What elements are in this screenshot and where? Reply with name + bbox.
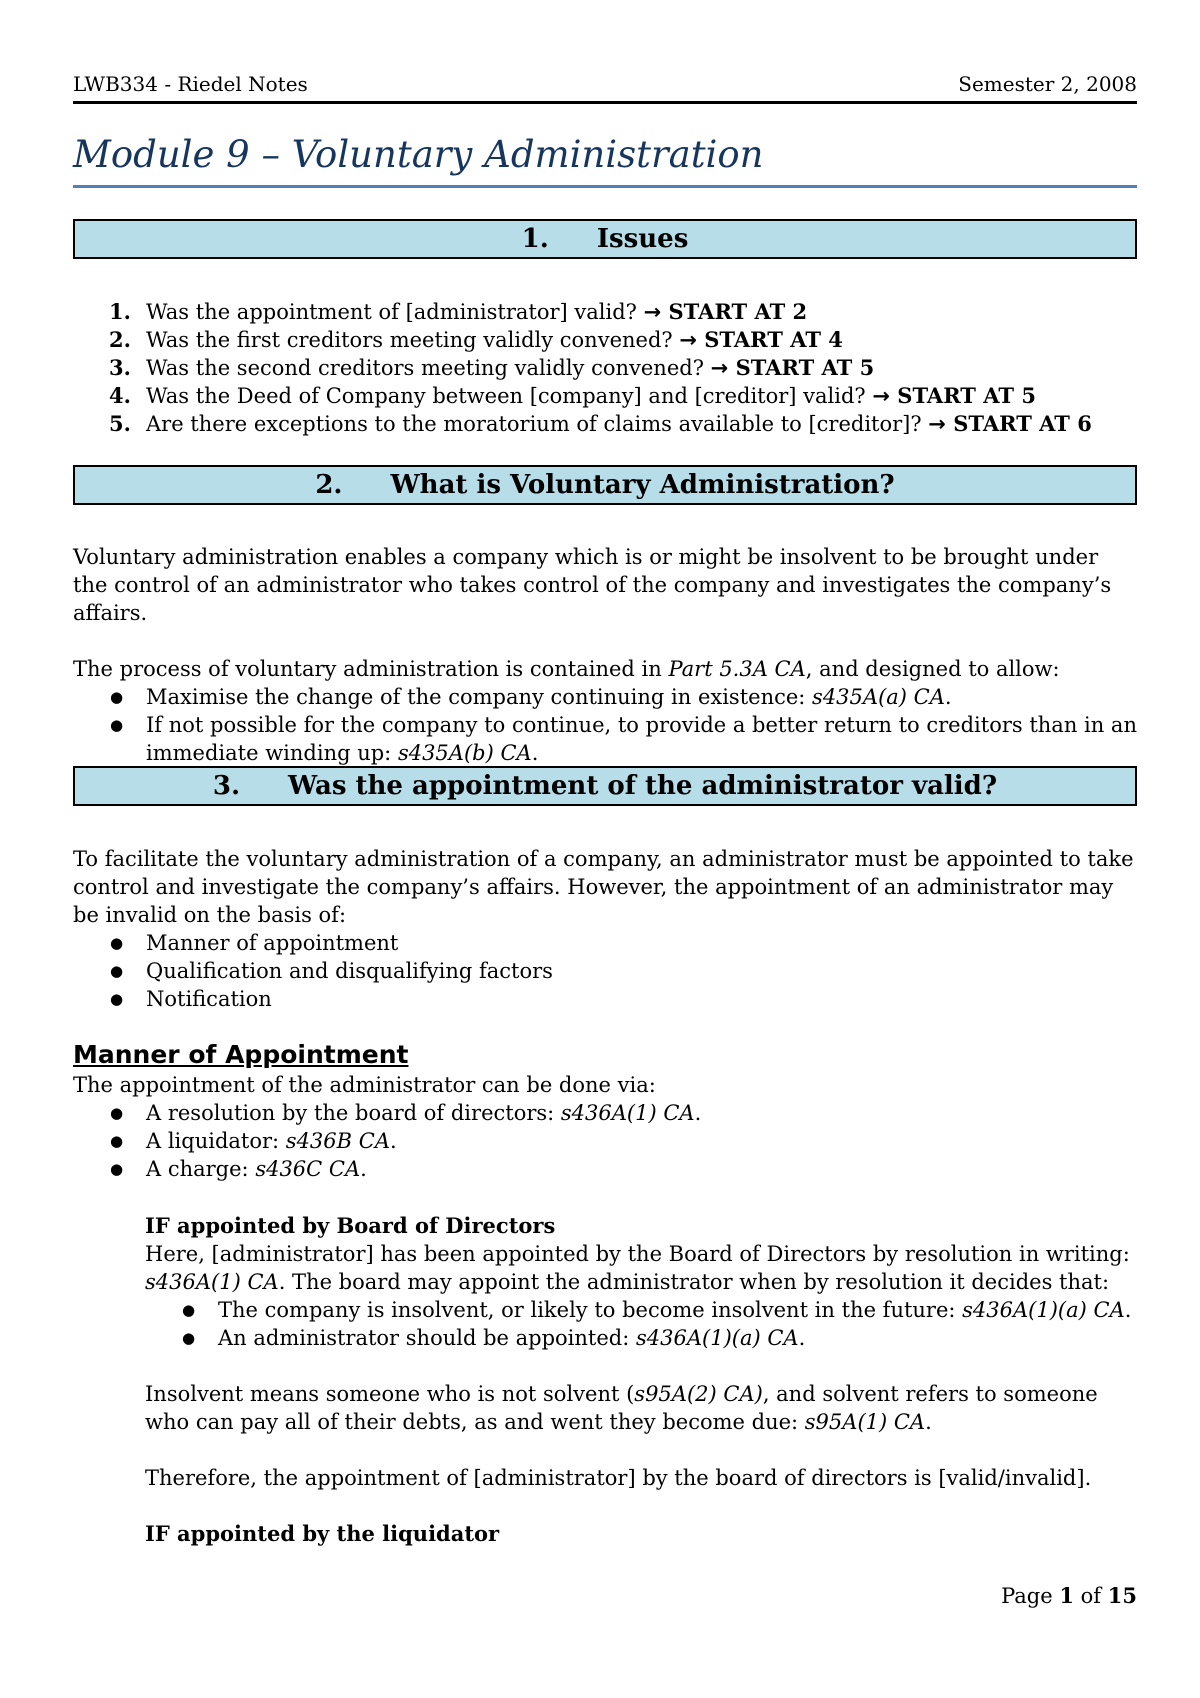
issue-start: START AT 5 (728, 355, 875, 380)
manner-intro: The appointment of the administrator can be done via: (73, 1073, 656, 1097)
issue-item (73, 354, 1137, 382)
issue-number: 5. (109, 411, 131, 436)
va-body (73, 543, 1137, 767)
arrow-right-icon: → (872, 384, 890, 408)
appointment-body (73, 845, 1137, 1013)
header-course: LWB334 - Riedel Notes (73, 72, 308, 96)
section-appointment-heading (73, 766, 1137, 806)
issue-item (73, 382, 1137, 410)
citation: s436C CA (255, 1157, 361, 1181)
va-paragraph: Voluntary administration enables a company which is or might be insolvent to be brought under the control of an administrator who takes control of the company and investigates the company’s affairs. (73, 545, 1112, 625)
issue-start: START AT 5 (889, 383, 1036, 408)
issue-start: START AT 4 (696, 327, 843, 352)
arrow-right-icon: → (679, 328, 697, 352)
citation: s95A(2) CA) (634, 1382, 763, 1406)
list-item: ● A resolution by the board of directors: s436A(1) CA. (73, 1099, 1137, 1127)
section-issues-heading (73, 219, 1137, 259)
issue-number: 1. (109, 299, 131, 324)
issue-start: START AT 2 (661, 299, 808, 324)
page-header (73, 70, 1137, 104)
liquidator-heading: IF appointed by the liquidator (145, 1521, 500, 1546)
issue-item (73, 326, 1137, 354)
issue-start: START AT 6 (945, 411, 1092, 436)
list-item: ● The company is insolvent, or likely to become insolvent in the future: s436A(1)(a) CA. (73, 1296, 1137, 1324)
citation: s435A(b) CA (397, 741, 532, 765)
citation: s436A(1) CA (145, 1270, 279, 1294)
manner-body (73, 1071, 1137, 1183)
board-body (73, 1212, 1137, 1548)
arrow-right-icon: → (710, 356, 729, 380)
citation: s436B CA (285, 1129, 390, 1153)
issue-text: Was the second creditors meeting validly convened? (146, 356, 711, 380)
arrow-right-icon: → (928, 412, 946, 436)
issue-text: Was the first creditors meeting validly convened? (146, 328, 680, 352)
citation: Part 5.3A CA (668, 657, 806, 681)
board-heading: IF appointed by Board of Directors (145, 1213, 556, 1238)
section-title: What is Voluntary Administration? (390, 470, 895, 500)
issue-text: Was the appointment of [administrator] valid? (146, 300, 644, 324)
section-title: Was the appointment of the administrator valid? (288, 771, 998, 801)
issue-number: 4. (109, 383, 131, 408)
list-item: ● A liquidator: s436B CA. (73, 1127, 1137, 1155)
arrow-right-icon: → (643, 300, 662, 324)
citation: s436A(1)(a) CA (962, 1298, 1125, 1322)
citation: s95A(1) CA (804, 1410, 926, 1434)
issue-text: Was the Deed of Company between [company] and [creditor] valid? (146, 384, 873, 408)
section-number: 1. (521, 224, 549, 254)
issue-number: 2. (109, 327, 131, 352)
list-item: ● An administrator should be appointed: s436A(1)(a) CA. (73, 1324, 1137, 1352)
issue-text: Are there exceptions to the moratorium of claims available to [creditor]? (146, 412, 929, 436)
header-semester: Semester 2, 2008 (958, 72, 1137, 96)
page-number: Page 1 of 15 (1001, 1583, 1137, 1608)
board-conclusion: Therefore, the appointment of [administrator] by the board of directors is [valid/invalid]. (145, 1466, 1092, 1490)
list-item: ● A charge: s436C CA. (73, 1155, 1137, 1183)
section-number: 2. (315, 470, 343, 500)
citation: s435A(a) CA (812, 685, 945, 709)
issues-list (73, 298, 1137, 438)
section-title: Issues (596, 224, 689, 254)
module-title: Module 9 – Voluntary Administration (73, 130, 1137, 188)
citation: s436A(1) CA (560, 1101, 695, 1125)
manner-of-appointment-heading: Manner of Appointment (73, 1040, 409, 1069)
va-process-paragraph: The process of voluntary administration is contained in Part 5.3A CA, and designed to allow: (73, 657, 1060, 681)
list-item: ● If not possible for the company to continue, to provide a better return to creditors than in an immediate winding up: s435A(b) CA. (73, 711, 1137, 767)
insolvent-paragraph: Insolvent means someone who is not solvent (s95A(2) CA), and solvent refers to someone who can pay all of their debts, as and went they become due: s95A(1) CA. (145, 1382, 1098, 1434)
issue-number: 3. (109, 355, 131, 380)
citation: s436A(1)(a) CA (635, 1326, 799, 1350)
section-number: 3. (212, 771, 241, 801)
section-what-is-va-heading (73, 465, 1137, 505)
list-item: ● Manner of appointment (73, 929, 1137, 957)
list-item: ● Qualification and disqualifying factors (73, 957, 1137, 985)
issue-item (73, 410, 1137, 438)
appointment-paragraph: To facilitate the voluntary administration of a company, an administrator must be appointed to take control and investigate the company’s affairs. However, the appointment of an administrator may be invalid on the basis of: (73, 847, 1134, 927)
board-paragraph: Here, [administrator] has been appointed by the Board of Directors by resolution in writing: s436A(1) CA. The board may appoint the administrator when by resolution it decides that: (145, 1242, 1130, 1294)
issue-item (73, 298, 1137, 326)
list-item: ● Maximise the change of the company continuing in existence: s435A(a) CA. (73, 683, 1137, 711)
list-item: ● Notification (73, 985, 1137, 1013)
